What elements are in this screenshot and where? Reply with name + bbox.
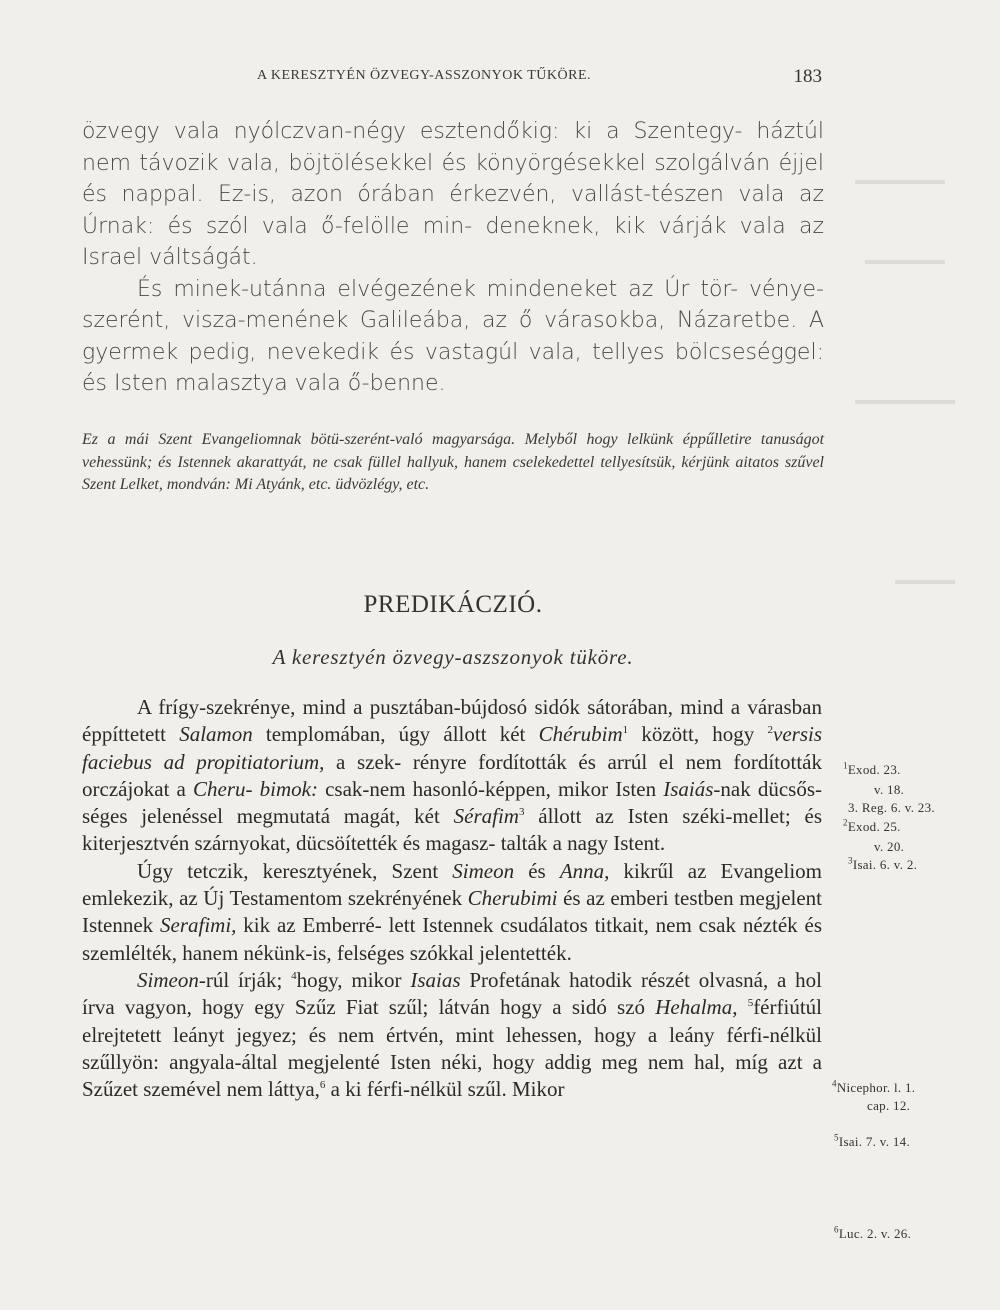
margin-note <box>848 857 917 873</box>
text-run: talták a nagy Istent. <box>500 831 666 856</box>
margin-note <box>874 782 904 798</box>
body-paragraph-1 <box>82 694 822 858</box>
text-run: angyala-által megjelenté Isten néki, hogy addig meg nem hal, míg <box>169 1049 768 1074</box>
text-run: nem értvén, mint lehessen, hogy a leány férfi-nélkül szűllyön: <box>82 1022 823 1074</box>
italic-name: Isaiás <box>663 776 714 801</box>
footnote-marker: 4 <box>291 969 297 982</box>
margin-note-text: 3. Reg. 6. v. 23. <box>848 800 935 815</box>
margin-note-text: v. 18. <box>874 782 905 797</box>
text-run: a szek- <box>324 749 402 774</box>
text-line: tellyes bölcseséggel: és Isten malasztya vala ő-benne. <box>82 339 824 396</box>
footnote-marker: 5 <box>747 997 754 1010</box>
margin-note <box>843 762 901 778</box>
text-run: -rúl írják; <box>198 967 292 992</box>
text-run: A frígy-szekrénye, mind a pusztában-bújdosó sidók sátorában, <box>137 695 673 719</box>
text-run: lett Istennek csudálatos titkait, nem csak nézték és szemlélték, <box>82 913 822 965</box>
italic-introduction <box>82 429 824 497</box>
italic-name: Simeon <box>137 967 199 992</box>
italic-name: Cherubimi <box>467 886 558 911</box>
text-run: séges jelenéssel megmutatá magát, két <box>82 804 454 829</box>
text-line: füllel hallyuk, hanem cselekedettel tellyesítsük, kérjünk aitatos szűvel Szent <box>82 453 824 493</box>
text-run: és <box>514 858 560 883</box>
section-heading: PREDIKÁCZIÓ. <box>363 591 543 618</box>
margin-note-text: Exod. 23. <box>847 762 901 777</box>
text-run: a ki férfi-nélkül szűl. Mikor <box>325 1077 565 1102</box>
text-run: hanem nékünk-is, felséges szókkal jelentették. <box>182 940 572 965</box>
text-run: templomában, úgy állott két <box>252 722 526 747</box>
margin-note <box>834 1226 911 1242</box>
margin-note-text: Nicephor. l. 1. <box>836 1080 916 1095</box>
text-line: vénye-szerént, visza-menének Galileába, az ő várasokba, <box>82 276 824 333</box>
italic-name: Cheru- <box>193 776 253 801</box>
running-head <box>82 66 822 90</box>
text-line: vallást-tészen vala az Úrnak: és szól vala ő-felölle min- <box>82 182 825 239</box>
text-run: -nak dücsős- <box>713 776 822 801</box>
italic-name: Salamon <box>179 722 253 747</box>
upper-paragraph-2 <box>82 274 824 400</box>
italic-quote: versis faciebus ad propitiatorium, <box>82 722 822 774</box>
text-run: Evangeliom emlekezik, az Új Testamentom szekrényének <box>82 858 823 911</box>
italic-name: Anna, <box>559 858 610 883</box>
italic-name: Chérubim <box>538 722 623 747</box>
margin-note <box>867 1098 910 1114</box>
margin-note <box>874 839 904 855</box>
text-run: azt a Szűzet szemével nem láttya, <box>82 1049 822 1102</box>
text-run: rényre fordították és arrúl el nem fordították orczájokat a <box>82 749 822 801</box>
text-run: hogy a sidó szó <box>500 995 656 1020</box>
italic-name: Simeon <box>452 858 515 883</box>
text-run: csak-nem hasonló-képpen, mikor Isten <box>317 776 664 801</box>
running-title: A KERESZTYÉN ÖZVEGY-ASSZONYOK TŰKÖRE. <box>257 68 592 83</box>
text-run: kik az Emberré- <box>236 913 382 938</box>
italic-name: Serafimi, <box>160 913 237 938</box>
margin-note-text: cap. 12. <box>867 1098 911 1113</box>
page-number: 183 <box>793 66 822 87</box>
margin-note-mark: 5 <box>834 1132 839 1143</box>
margin-note-mark: 3 <box>848 855 853 866</box>
sermon-body <box>82 694 822 1103</box>
margin-note-mark: 2 <box>843 817 848 828</box>
text-line: Názaretbe. A gyermek pedig, nevekedik és vastagúl vala, <box>82 308 825 365</box>
footnote-marker: 2 <box>767 724 773 737</box>
text-line: háztúl nem távozik vala, böjtölésekkel és könyörgésekkel <box>82 119 824 176</box>
text-run: férfiútúl elrejtetett leányt jegyez; és <box>82 995 822 1047</box>
italic-name: Sérafim <box>453 804 519 829</box>
margin-note-text: Isai. 6. v. 2. <box>852 857 918 872</box>
italic-name: Isaias <box>410 967 461 992</box>
upper-gospel-text <box>82 116 824 400</box>
text-run: Úgy tetczik, keresztyének, Szent <box>137 858 453 883</box>
margin-note-text: v. 20. <box>874 839 905 854</box>
text-line: És minek-utánna elvégezének mindeneket az Úr tör- <box>137 276 739 302</box>
bleed-through-shadow <box>835 160 975 660</box>
text-run: olvasná, a hol írva vagyon, hogy egy Szűz Fiat szűl; látván <box>82 967 823 1020</box>
footnote-marker: 3 <box>518 806 525 819</box>
margin-note-text: Luc. 2. v. 26. <box>838 1226 912 1241</box>
footnote-marker: 1 <box>622 724 629 737</box>
text-line: Lelket, mondván: Mi Atyánk, etc. üdvözlégy, etc. <box>119 476 430 493</box>
margin-note <box>848 800 935 816</box>
text-run: állott az Isten <box>524 804 669 829</box>
italic-name: bimok: <box>259 776 318 801</box>
text-run: kikrűl az <box>609 858 707 883</box>
text-run: és az emberi testben megjelent Istennek <box>82 886 823 938</box>
body-paragraph-3 <box>82 967 822 1103</box>
text-line: deneknek, kik várják vala az Israel váltságát. <box>82 213 825 270</box>
text-run: között, hogy <box>628 722 768 747</box>
margin-note-text: Isai. 7. v. 14. <box>838 1134 910 1149</box>
text-run: hogy, mikor <box>296 967 411 992</box>
text-line: Ez a mái Szent Evangeliomnak bötü-szerént-való magyarsága. Melyből <box>82 431 578 448</box>
text-run: Profetának hatodik részét <box>460 967 690 992</box>
text-line: hogy lelkünk éppűlletire tanuságot vehessünk; és Istennek akarattyát, ne csak <box>82 431 825 471</box>
margin-note-text: Exod. 25. <box>847 819 901 834</box>
italic-name: Hehalma, <box>655 995 738 1020</box>
footnote-marker: 6 <box>319 1079 326 1092</box>
margin-note <box>843 819 901 835</box>
margin-note-mark: 1 <box>843 760 848 771</box>
body-paragraph-2 <box>82 858 822 967</box>
text-line: szolgálván éjjel és nappal. Ez-is, azon órában érkezvén, <box>82 150 824 207</box>
text-run: mind a várasban éppíttetett <box>82 695 822 747</box>
margin-note <box>834 1134 910 1150</box>
margin-note-mark: 4 <box>832 1078 837 1089</box>
text-line: özvegy vala nyólczvan-négy esztendőkig: ki a Szentegy- <box>82 119 743 144</box>
margin-note-mark: 6 <box>834 1224 839 1235</box>
section-subtitle: A keresztyén özvegy-aszszonyok tüköre. <box>272 645 634 669</box>
text-run: széki-mellet; és kiterjesztvén szárnyokat, dücsöítették és magasz- <box>82 804 823 856</box>
margin-note <box>832 1080 915 1096</box>
upper-paragraph-1 <box>82 116 824 274</box>
